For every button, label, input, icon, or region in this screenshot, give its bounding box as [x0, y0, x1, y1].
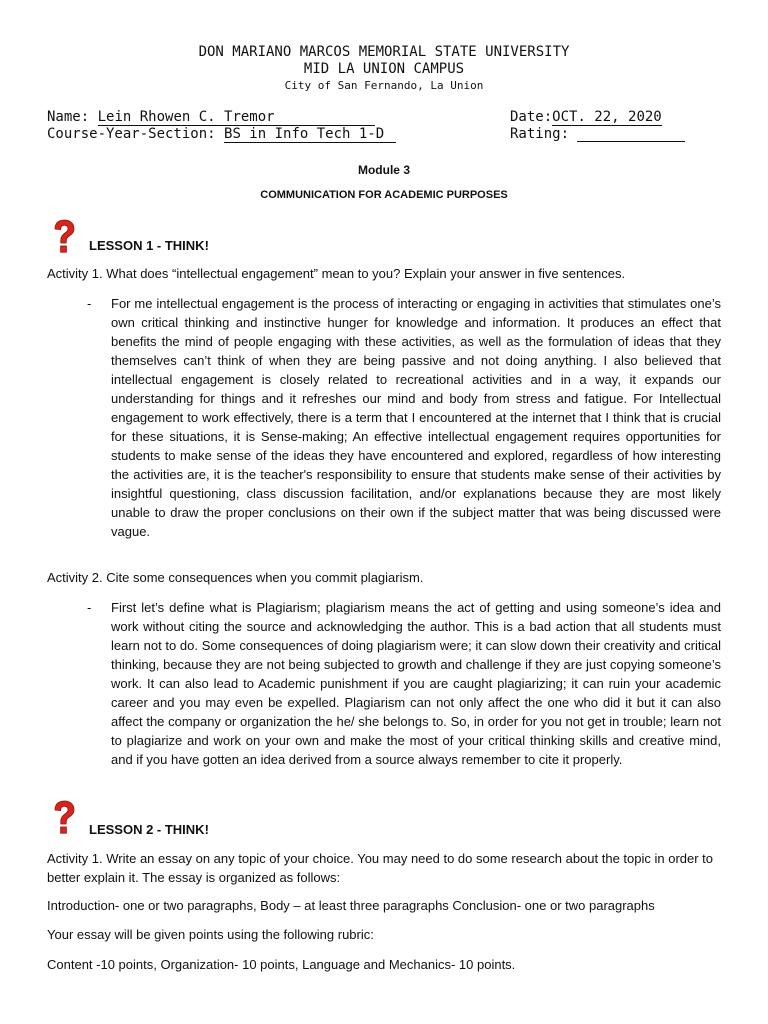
lesson-1-activity-1-answer	[87, 294, 721, 541]
question-mark-icon	[51, 800, 77, 836]
answer-text: First let’s define what is Plagiarism; plagiarism means the act of getting and using someone’s idea and work without citing the source and acknowledging the author. This is a bad action that all students must learn not to do. Some consequences of doing plagiarism were; it can slow down their creativity and critical thinking, because they are not being subjected to growth and challenge if they are just copying someone’s work. It can also lead to Academic punishment if you are caught plagiarizing; it can ruin your academic career and you may even be expelled. Plagiarism can not only affect the one who did it but it can also affect the company or organization the he/ she belongs to. So, in order for you not get in trouble; learn not to plagiarize and work on your own and make the most of your critical thinking skills and creative mind, and if you have gotten an idea derived from a source always remember to cite it properly.	[111, 600, 721, 767]
essay-structure: Introduction- one or two paragraphs, Body – at least three paragraphs Conclusion- one or two paragraphs	[47, 898, 655, 913]
rating-label: Rating:	[510, 126, 570, 142]
rubric-points: Content -10 points, Organization- 10 points, Language and Mechanics- 10 points.	[47, 957, 516, 972]
lesson-2-title: LESSON 2 - THINK!	[89, 822, 209, 837]
bullet-dash: -	[87, 600, 92, 615]
lesson-1-title: LESSON 1 - THINK!	[89, 238, 209, 253]
course-field	[47, 126, 396, 143]
bullet-dash: -	[87, 296, 92, 311]
rating-field	[510, 126, 685, 142]
campus-name: MID LA UNION CAMPUS	[303, 61, 465, 77]
lesson-2-activity-1-prompt: Activity 1. Write an essay on any topic of your choice. You may need to do some research about the topic in order to better explain it. The essay is organized as follows:	[47, 851, 714, 885]
university-name: DON MARIANO MARCOS MEMORIAL STATE UNIVERSITY	[198, 44, 570, 60]
lesson-1-activity-2-answer	[87, 598, 721, 769]
lesson-1-activity-1-prompt: Activity 1. What does “intellectual engagement” mean to you? Explain your answer in five sentences.	[47, 266, 626, 281]
question-mark-icon	[51, 219, 77, 255]
name-value: Lein Rhowen C. Tremor	[98, 110, 375, 126]
module-title: Module 3	[357, 163, 410, 177]
name-field	[47, 109, 375, 126]
rating-value	[577, 126, 685, 142]
answer-text: For me intellectual engagement is the process of interacting or engaging in activities that stimulates one’s own critical thinking and instinctive hunger for knowledge and information. It produces an effect that benefits the mind of people engaging with these activities, as well as the formulation of ideas that they themselves can’t think of when they are being passive and not doing anything. I also believed that intellectual engagement is closely related to recreational activities and in a way, it expands our understanding for things and it refreshes our mind and body from stress and fatigue. For Intellectual engagement to work effectively, there is a term that I encountered at the internet that I think that is crucial for these situations, it is Sense-making; An effective intellectual engagement requires opportunities for students to make sense of the ideas they have encountered and explored, regardless of how interesting the activities are, it is the teacher's responsibility to ensure that students make sense of their activities by insightful questioning, class discussion facilitation, and/or explanations because they are most likely unable to draw the proper conclusions on their own if the subject matter that was being discussed were vague.	[111, 296, 721, 539]
rubric-intro: Your essay will be given points using the following rubric:	[47, 927, 374, 942]
subject-title: COMMUNICATION FOR ACADEMIC PURPOSES	[260, 189, 508, 201]
date-label: Date:	[510, 109, 553, 125]
lesson-1-activity-2-prompt: Activity 2. Cite some consequences when you commit plagiarism.	[47, 570, 424, 585]
course-label: Course-Year-Section:	[47, 126, 216, 142]
course-value: BS in Info Tech 1-D	[224, 127, 396, 143]
campus-city: City of San Fernando, La Union	[284, 79, 484, 92]
date-field	[510, 109, 662, 126]
name-label: Name:	[47, 109, 90, 125]
date-value: OCT. 22, 2020	[552, 109, 662, 125]
